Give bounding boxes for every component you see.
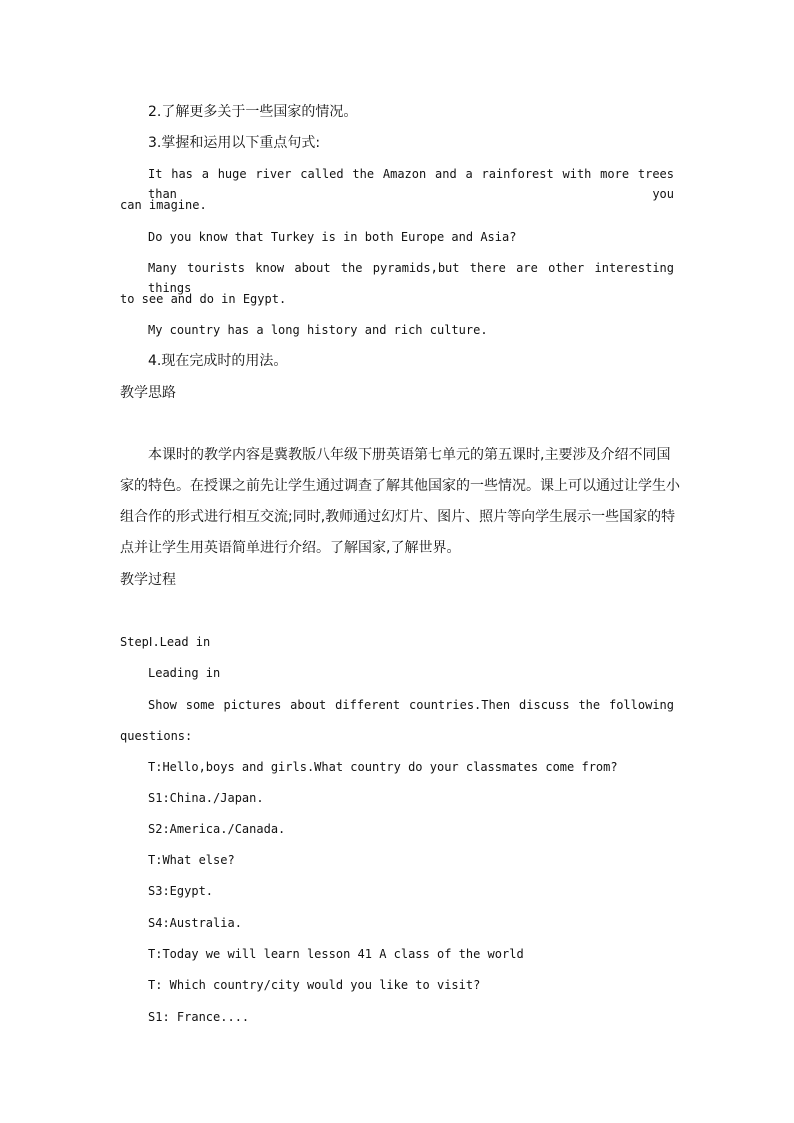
objective-item-4: 4.现在完成时的用法。 xyxy=(148,353,288,369)
dialogue-line: S1: France.... xyxy=(148,1010,250,1024)
paragraph-line: 家的特色。在授课之前先让学生通过调查了解其他国家的一些情况。课上可以通过让学生小 xyxy=(120,478,680,494)
paragraph-line: 点并让学生用英语简单进行介绍。了解国家,了解世界。 xyxy=(120,540,461,556)
key-sentence-1-line-2: can imagine. xyxy=(120,198,207,212)
key-sentence-3-line-1: Many tourists know about the pyramids,but there are other interesting things xyxy=(148,261,674,295)
teaching-thinking-paragraph xyxy=(120,440,680,564)
step-intro-line-1: Show some pictures about different countries.Then discuss the following xyxy=(148,698,674,712)
step-intro-line-2: questions: xyxy=(120,729,193,743)
section-heading-teaching-thinking: 教学思路 xyxy=(120,385,176,401)
dialogue-line: T:What else? xyxy=(148,853,235,867)
dialogue-line: S2:America./Canada. xyxy=(148,822,286,836)
dialogue-line: T:Hello,boys and girls.What country do your classmates come from? xyxy=(148,760,618,774)
key-sentence-1-line-1: It has a huge river called the Amazon and a rainforest with more trees than you xyxy=(148,167,674,201)
dialogue-line: T: Which country/city would you like to visit? xyxy=(148,978,481,992)
step-title: StepⅠ.Lead in xyxy=(120,635,211,649)
paragraph-line: 本课时的教学内容是冀教版八年级下册英语第七单元的第五课时,主要涉及介绍不同国 xyxy=(148,447,671,463)
step-subtitle: Leading in xyxy=(148,666,221,680)
objective-item-3: 3.掌握和运用以下重点句式: xyxy=(148,135,321,151)
dialogue-line: T:Today we will learn lesson 41 A class of the world xyxy=(148,947,524,961)
key-sentence-2: Do you know that Turkey is in both Europe and Asia? xyxy=(148,230,517,244)
dialogue-line: S4:Australia. xyxy=(148,916,242,930)
dialogue-line: S1:China./Japan. xyxy=(148,791,264,805)
objective-item-2: 2.了解更多关于一些国家的情况。 xyxy=(148,104,358,120)
key-sentence-3-line-2: to see and do in Egypt. xyxy=(120,292,287,306)
paragraph-line: 组合作的形式进行相互交流;同时,教师通过幻灯片、图片、照片等向学生展示一些国家的特 xyxy=(120,509,676,525)
dialogue-line: S3:Egypt. xyxy=(148,884,214,898)
key-sentence-4: My country has a long history and rich culture. xyxy=(148,323,488,337)
section-heading-teaching-process: 教学过程 xyxy=(120,572,176,588)
